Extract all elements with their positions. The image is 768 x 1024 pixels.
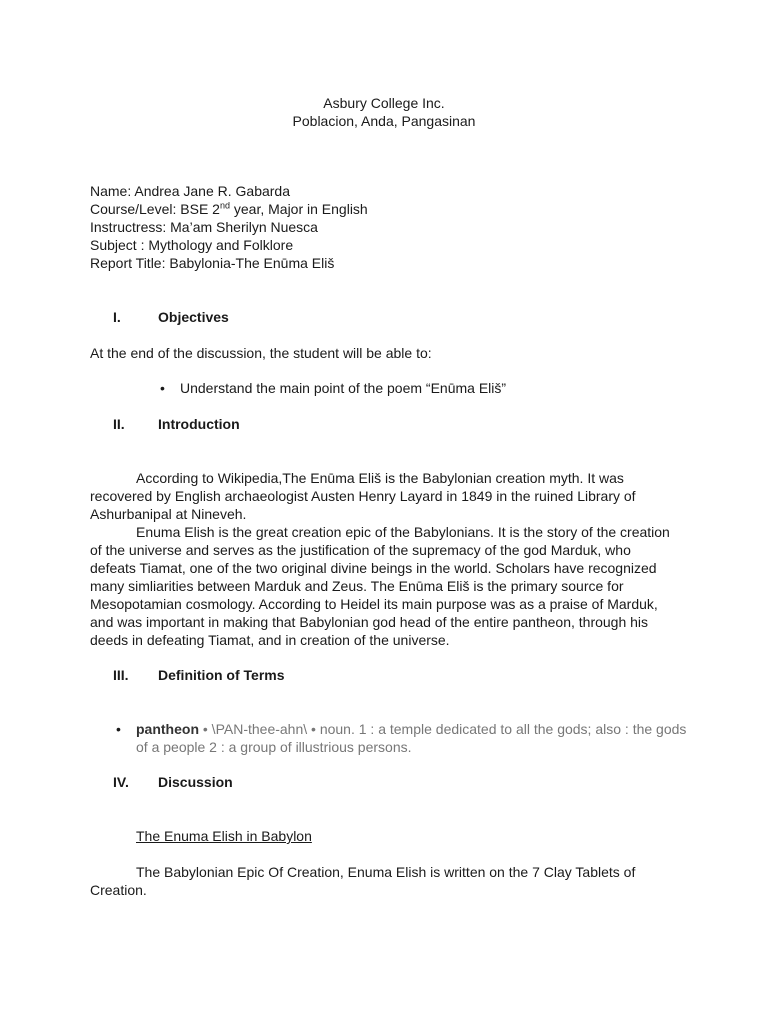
bullet-icon: • [116,721,121,737]
section-number-discussion: IV. [113,774,129,790]
subject: Subject : Mythology and Folklore [90,237,294,253]
student-name: Name: Andrea Jane R. Gabarda [90,183,291,199]
discussion-subheading: The Enuma Elish in Babylon [136,828,312,844]
course-level [90,200,368,218]
introduction-paragraph-1: According to Wikipedia,The Enūma Eliš is the Babylonian creation myth. It was recovered by English archaeologist Austen Henry Layard in 1849 in the ruined Library of Ashurbanipal at Nineveh. [90,470,636,522]
school-address: Poblacion, Anda, Pangasinan [292,113,476,129]
section-heading-introduction: Introduction [158,416,240,432]
school-name: Asbury College Inc. [323,95,445,111]
section-number-objectives: I. [113,309,121,325]
objectives-lead: At the end of the discussion, the student will be able to: [90,345,432,361]
course-ordinal-sup: nd [219,200,230,211]
section-heading-discussion: Discussion [158,774,233,790]
objective-item: Understand the main point of the poem “Enūma Eliš” [180,380,507,396]
section-number-definitions: III. [113,667,129,683]
definition-term: pantheon [136,721,199,737]
instructress: Instructress: Ma’am Sherilyn Nuesca [90,219,318,235]
bullet-icon: • [160,380,165,396]
course-suffix: year, Major in English [229,201,368,217]
section-number-introduction: II. [113,416,125,432]
report-title: Report Title: Babylonia-The Enūma Eliš [90,255,335,271]
definition-item [136,720,696,756]
introduction-paragraph-2: Enuma Elish is the great creation epic of the Babylonians. It is the story of the creation of the universe and serves as the justification of the supremacy of the god Marduk, who defeats Tiamat, one of the two original divine beings in the world. Scholars have recognized many simliarities between Marduk and Zeus. The Enūma Eliš is the primary source for Mesopotamian cosmology. According to Heidel its main purpose was as a praise of Marduk, and was important in making that Babylonian god head of the entire pantheon, through his deeds in defeating Tiamat, and in creation of the universe. [90,524,670,648]
definition-text: • \PAN-thee-ahn\ • noun. 1 : a temple dedicated to all the gods; also : the gods of a people 2 : a group of illustrious persons. [136,721,687,755]
discussion-paragraph-1: The Babylonian Epic Of Creation, Enuma Elish is written on the 7 Clay Tablets of Creation. [90,864,636,898]
course-prefix: Course/Level: BSE 2 [90,201,220,217]
section-heading-definitions: Definition of Terms [158,667,285,683]
section-heading-objectives: Objectives [158,309,229,325]
